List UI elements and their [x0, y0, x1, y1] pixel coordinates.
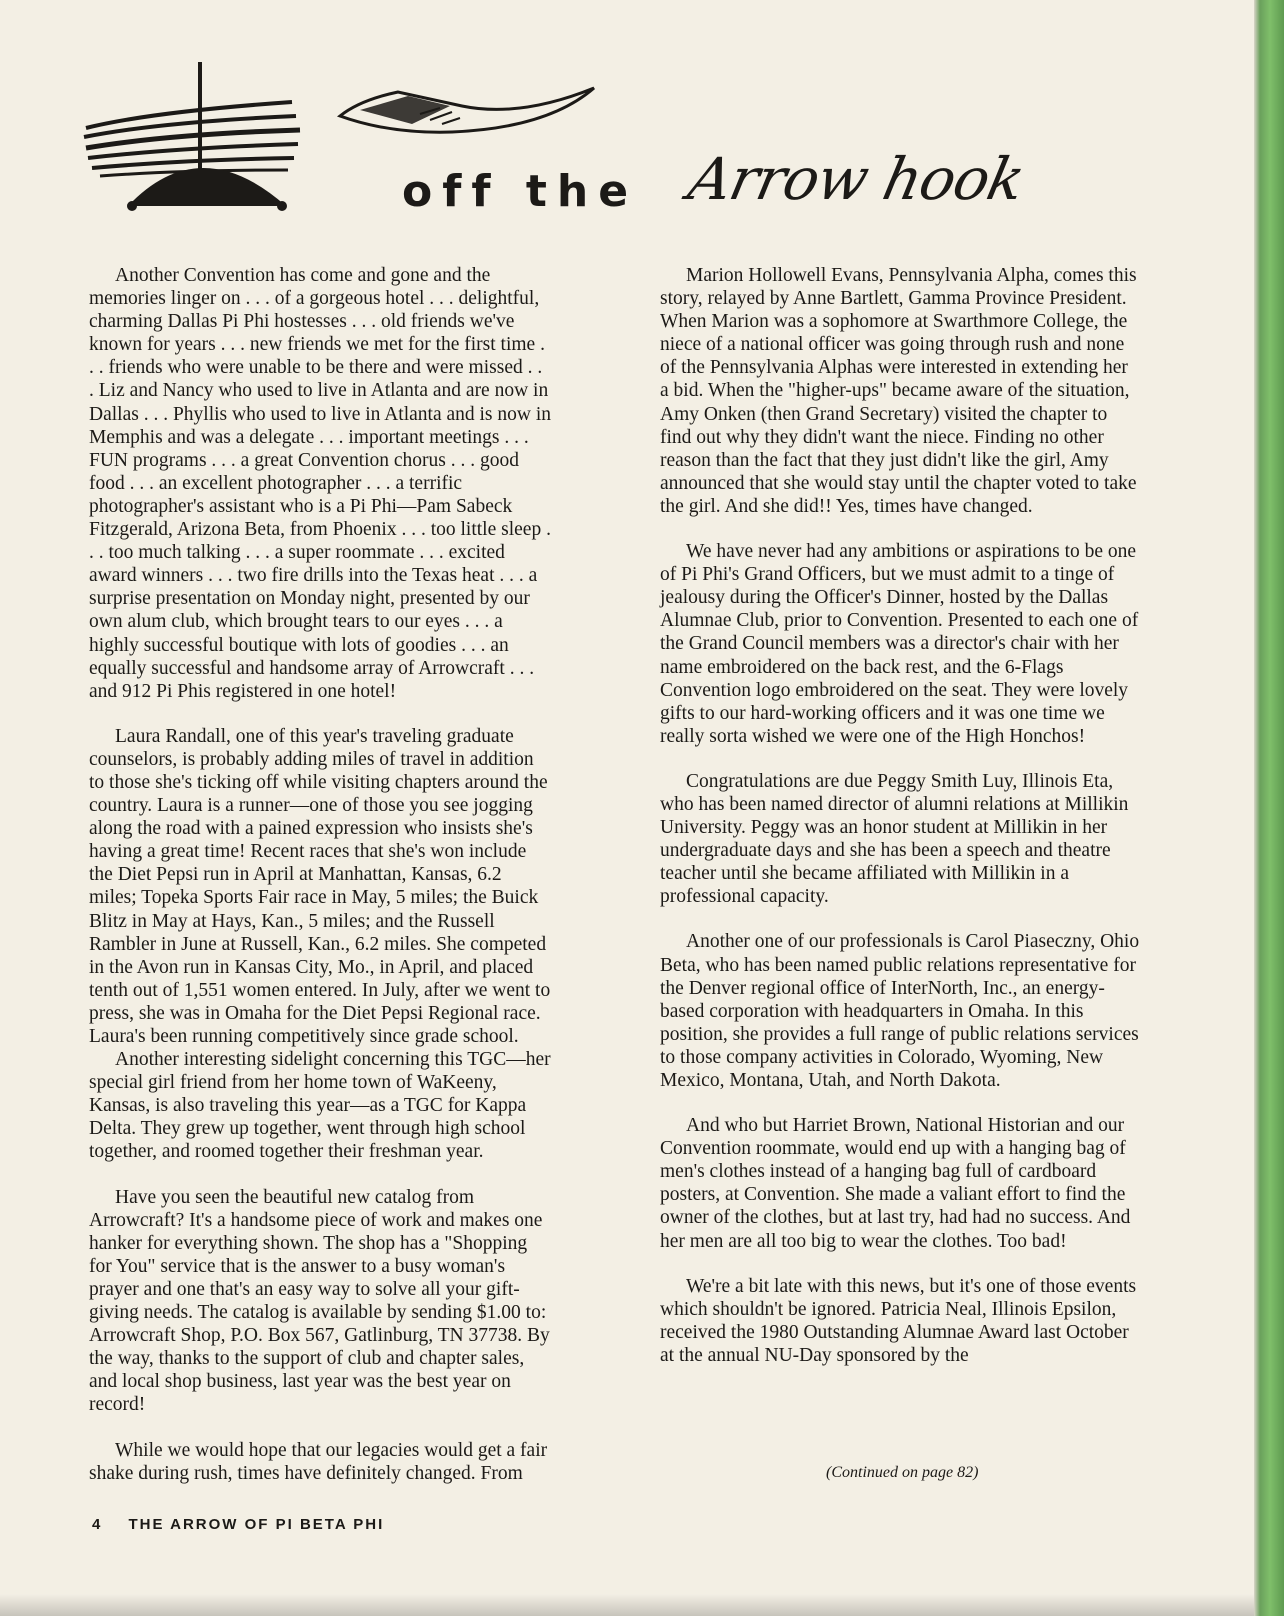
- paragraph: Another interesting sidelight concerning this TGC—her special girl friend from her home town of WaKeeny, Kansas, is also traveling this year—as a TGC for Kappa Delta. They grew up together, went through high school together, and roomed together their freshman year.: [89, 1049, 551, 1163]
- paragraph: Another one of our professionals is Carol Piaseczny, Ohio Beta, who has been named public relations representative for the Denver regional office of InterNorth, Inc., an energy-based corporation with headquarters in Omaha. In this position, she provides a full range of public relations services to those company activities in Colorado, Wyoming, New Mexico, Montana, Utah, and North Dakota.: [660, 931, 1140, 1091]
- paragraph: Congratulations are due Peggy Smith Luy, Illinois Eta, who has been named director of alumni relations at Millikin University. Peggy was an honor student at Millikin in her undergraduate days and she has been a speech and theatre teacher until she became affiliated with Millikin in a professional capacity.: [660, 770, 1129, 908]
- masthead-title-prefix: off the: [402, 166, 639, 217]
- paragraph: Another Convention has come and gone and the memories linger on . . . of a gorgeous hotel . . . delightful, charming Dallas Pi Phi hostesses . . . old friends we've known for years . . . new friends we met for the first time . . . friends who were unable to be there and were missed . . . Liz and Nancy who used to live in Atlanta and are now in Dallas . . . Phyllis who used to live in Atlanta and is now in Memphis and was a delegate . . . important meetings . . . FUN programs . . . a great Convention chorus . . . good food . . . an excellent photographer . . . a terrific photographer's assistant who is a Pi Phi—Pam Sabeck Fitzgerald, Arizona Beta, from Phoenix . . . too little sleep . . . too much talking . . . a super roommate . . . excited award winners . . . two fire drills into the Texas heat . . . a surprise presentation on Monday night, presented by our own alum club, which brought tears to our eyes . . . a highly successful boutique with lots of goodies . . . an equally successful and handsome array of Arrowcraft . . . and 912 Pi Phis registered in one hotel!: [89, 265, 552, 702]
- masthead-title-script: Arrow hook: [682, 145, 1030, 213]
- publication-name: THE ARROW OF PI BETA PHI: [128, 1516, 385, 1533]
- right-column: [660, 264, 1140, 1367]
- left-column: [89, 264, 551, 1485]
- paragraph: Laura Randall, one of this year's traveling graduate counselors, is probably adding miles of travel in addition to those she's ticking off while visiting chapters around the country. Laura is a runner—one of those you see jogging along the road with a pained expression who insists she's having a great time! Recent races that she's won include the Diet Pepsi run in April at Manhattan, Kansas, 6.2 miles; Topeka Sports Fair race in May, 5 miles; the Buick Blitz in May at Hays, Kan., 5 miles; and the Russell Rambler in June at Russell, Kan., 6.2 miles. She competed in the Avon run in Kansas City, Mo., in April, and placed tenth out of 1,551 women entered. In July, after we went to press, she was in Omaha for the Diet Pepsi Regional race. Laura's been running competitively since grade school.: [89, 725, 551, 1047]
- continued-note: (Continued on page 82): [826, 1464, 979, 1481]
- paragraph: Have you seen the beautiful new catalog from Arrowcraft? It's a handsome piece of work and makes one hanker for everything shown. The shop has a "Shopping for You" service that is the answer to a busy woman's prayer and one that's an easy way to solve all your gift-giving needs. The catalog is available by sending $1.00 to: Arrowcraft Shop, P.O. Box 567, Gatlinburg, TN 37738. By the way, thanks to the support of club and chapter sales, and local shop business, last year was the best year on record!: [89, 1186, 550, 1416]
- page-bottom-shadow: [0, 1594, 1254, 1616]
- paragraph: We're a bit late with this news, but it's one of those events which shouldn't be ignored. Patricia Neal, Illinois Epsilon, received the 1980 Outstanding Alumnae Award last October at the annual NU-Day sponsored by the: [660, 1275, 1137, 1366]
- page-edge: [1254, 0, 1284, 1616]
- paragraph: We have never had any ambitions or aspirations to be one of Pi Phi's Grand Officers, but we must admit to a tinge of jealousy during the Officer's Dinner, hosted by the Dallas Alumnae Club, prior to Convention. Presented to each one of the Grand Council members was a director's chair with her name embroidered on the back rest, and the 6-Flags Convention logo embroidered on the seat. They were lovely gifts to our hard-working officers and it was one time we really sorta wished we were one of the High Honchos!: [660, 541, 1139, 747]
- paragraph: While we would hope that our legacies would get a fair shake during rush, times have definitely changed. From: [89, 1439, 548, 1484]
- masthead: [0, 0, 1254, 250]
- page-footer: [92, 1516, 384, 1533]
- paragraph: Marion Hollowell Evans, Pennsylvania Alpha, comes this story, relayed by Anne Bartlett, Gamma Province President. When Marion was a sophomore at Swarthmore College, the niece of a national officer was going through rush and none of the Pennsylvania Alphas were interested in extending her a bid. When the "higher-ups" became aware of the situation, Amy Onken (then Grand Secretary) visited the chapter to find out why they didn't want the niece. Finding no other reason than the fact that they just didn't like the girl, Amy announced that she would stay until the chapter voted to take the girl. And she did!! Yes, times have changed.: [660, 265, 1137, 517]
- page-number: 4: [92, 1516, 103, 1533]
- paragraph: And who but Harriet Brown, National Historian and our Convention roommate, would end up with a hanging bag of men's clothes instead of a hanging bag full of cardboard posters, at Convention. She made a valiant effort to find the owner of the clothes, but at last try, had had no success. And her men are all too big to wear the clothes. Too bad!: [660, 1115, 1131, 1252]
